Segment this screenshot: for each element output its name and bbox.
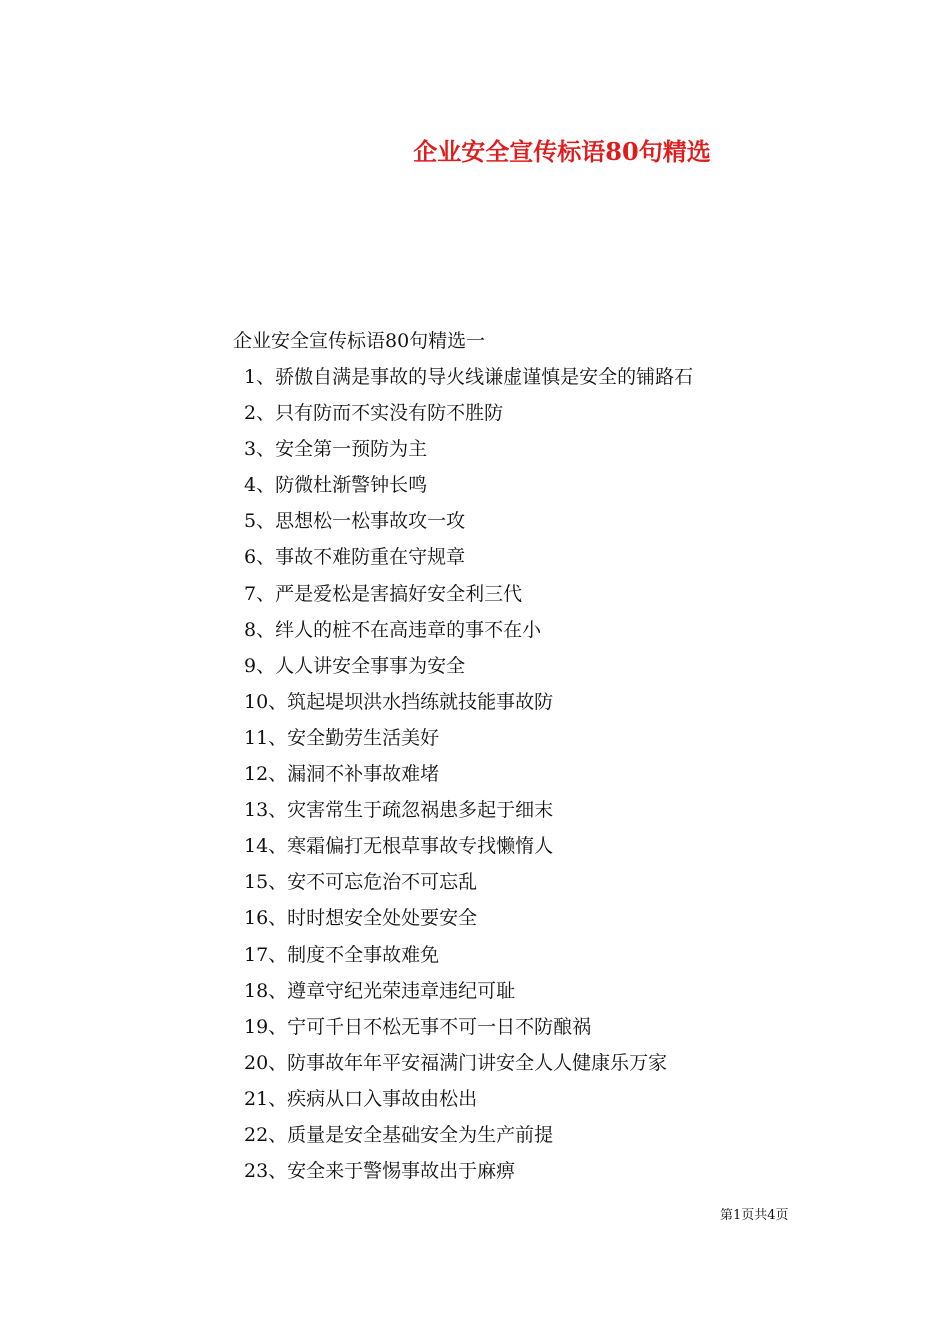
list-item: 21、疾病从口入事故由松出 — [244, 1087, 478, 1110]
list-item: 18、遵章守纪光荣违章违纪可耻 — [244, 979, 516, 1002]
list-item: 19、宁可千日不松无事不可一日不防酿祸 — [244, 1015, 592, 1038]
list-item: 13、灾害常生于疏忽祸患多起于细末 — [244, 799, 554, 822]
list-item: 11、安全勤劳生活美好 — [244, 726, 440, 749]
list-item: 16、时时想安全处处要安全 — [244, 907, 478, 930]
document-title: 企业安全宣传标语80句精选 — [413, 137, 711, 166]
list-item: 8、绊人的桩不在高违章的事不在小 — [244, 618, 542, 641]
list-item: 4、防微杜渐警钟长鸣 — [244, 474, 428, 497]
list-item: 6、事故不难防重在守规章 — [244, 546, 466, 569]
list-item: 2、只有防而不实没有防不胜防 — [244, 402, 504, 425]
section-heading: 企业安全宣传标语80句精选一 — [233, 330, 486, 352]
list-item: 3、安全第一预防为主 — [244, 438, 428, 461]
slogan-list — [244, 362, 693, 1192]
list-item: 7、严是爱松是害搞好安全利三代 — [244, 582, 523, 605]
list-item: 12、漏洞不补事故难堵 — [244, 763, 440, 786]
list-item: 9、人人讲安全事事为安全 — [244, 654, 466, 677]
list-item: 15、安不可忘危治不可忘乱 — [244, 871, 478, 894]
list-item: 5、思想松一松事故攻一攻 — [244, 510, 466, 533]
page-number-footer: 第1页共4页 — [720, 1208, 789, 1223]
list-item: 1、骄傲自满是事故的导火线谦虚谨慎是安全的铺路石 — [244, 366, 694, 388]
list-item: 17、制度不全事故难免 — [244, 943, 440, 966]
list-item: 22、质量是安全基础安全为生产前提 — [244, 1123, 554, 1146]
list-item: 10、筑起堤坝洪水挡练就技能事故防 — [244, 690, 554, 713]
list-item: 14、寒霜偏打无根草事故专找懒惰人 — [244, 835, 554, 858]
list-item: 23、安全来于警惕事故出于麻痹 — [244, 1160, 516, 1183]
list-item: 20、防事故年年平安福满门讲安全人人健康乐万家 — [244, 1051, 668, 1074]
